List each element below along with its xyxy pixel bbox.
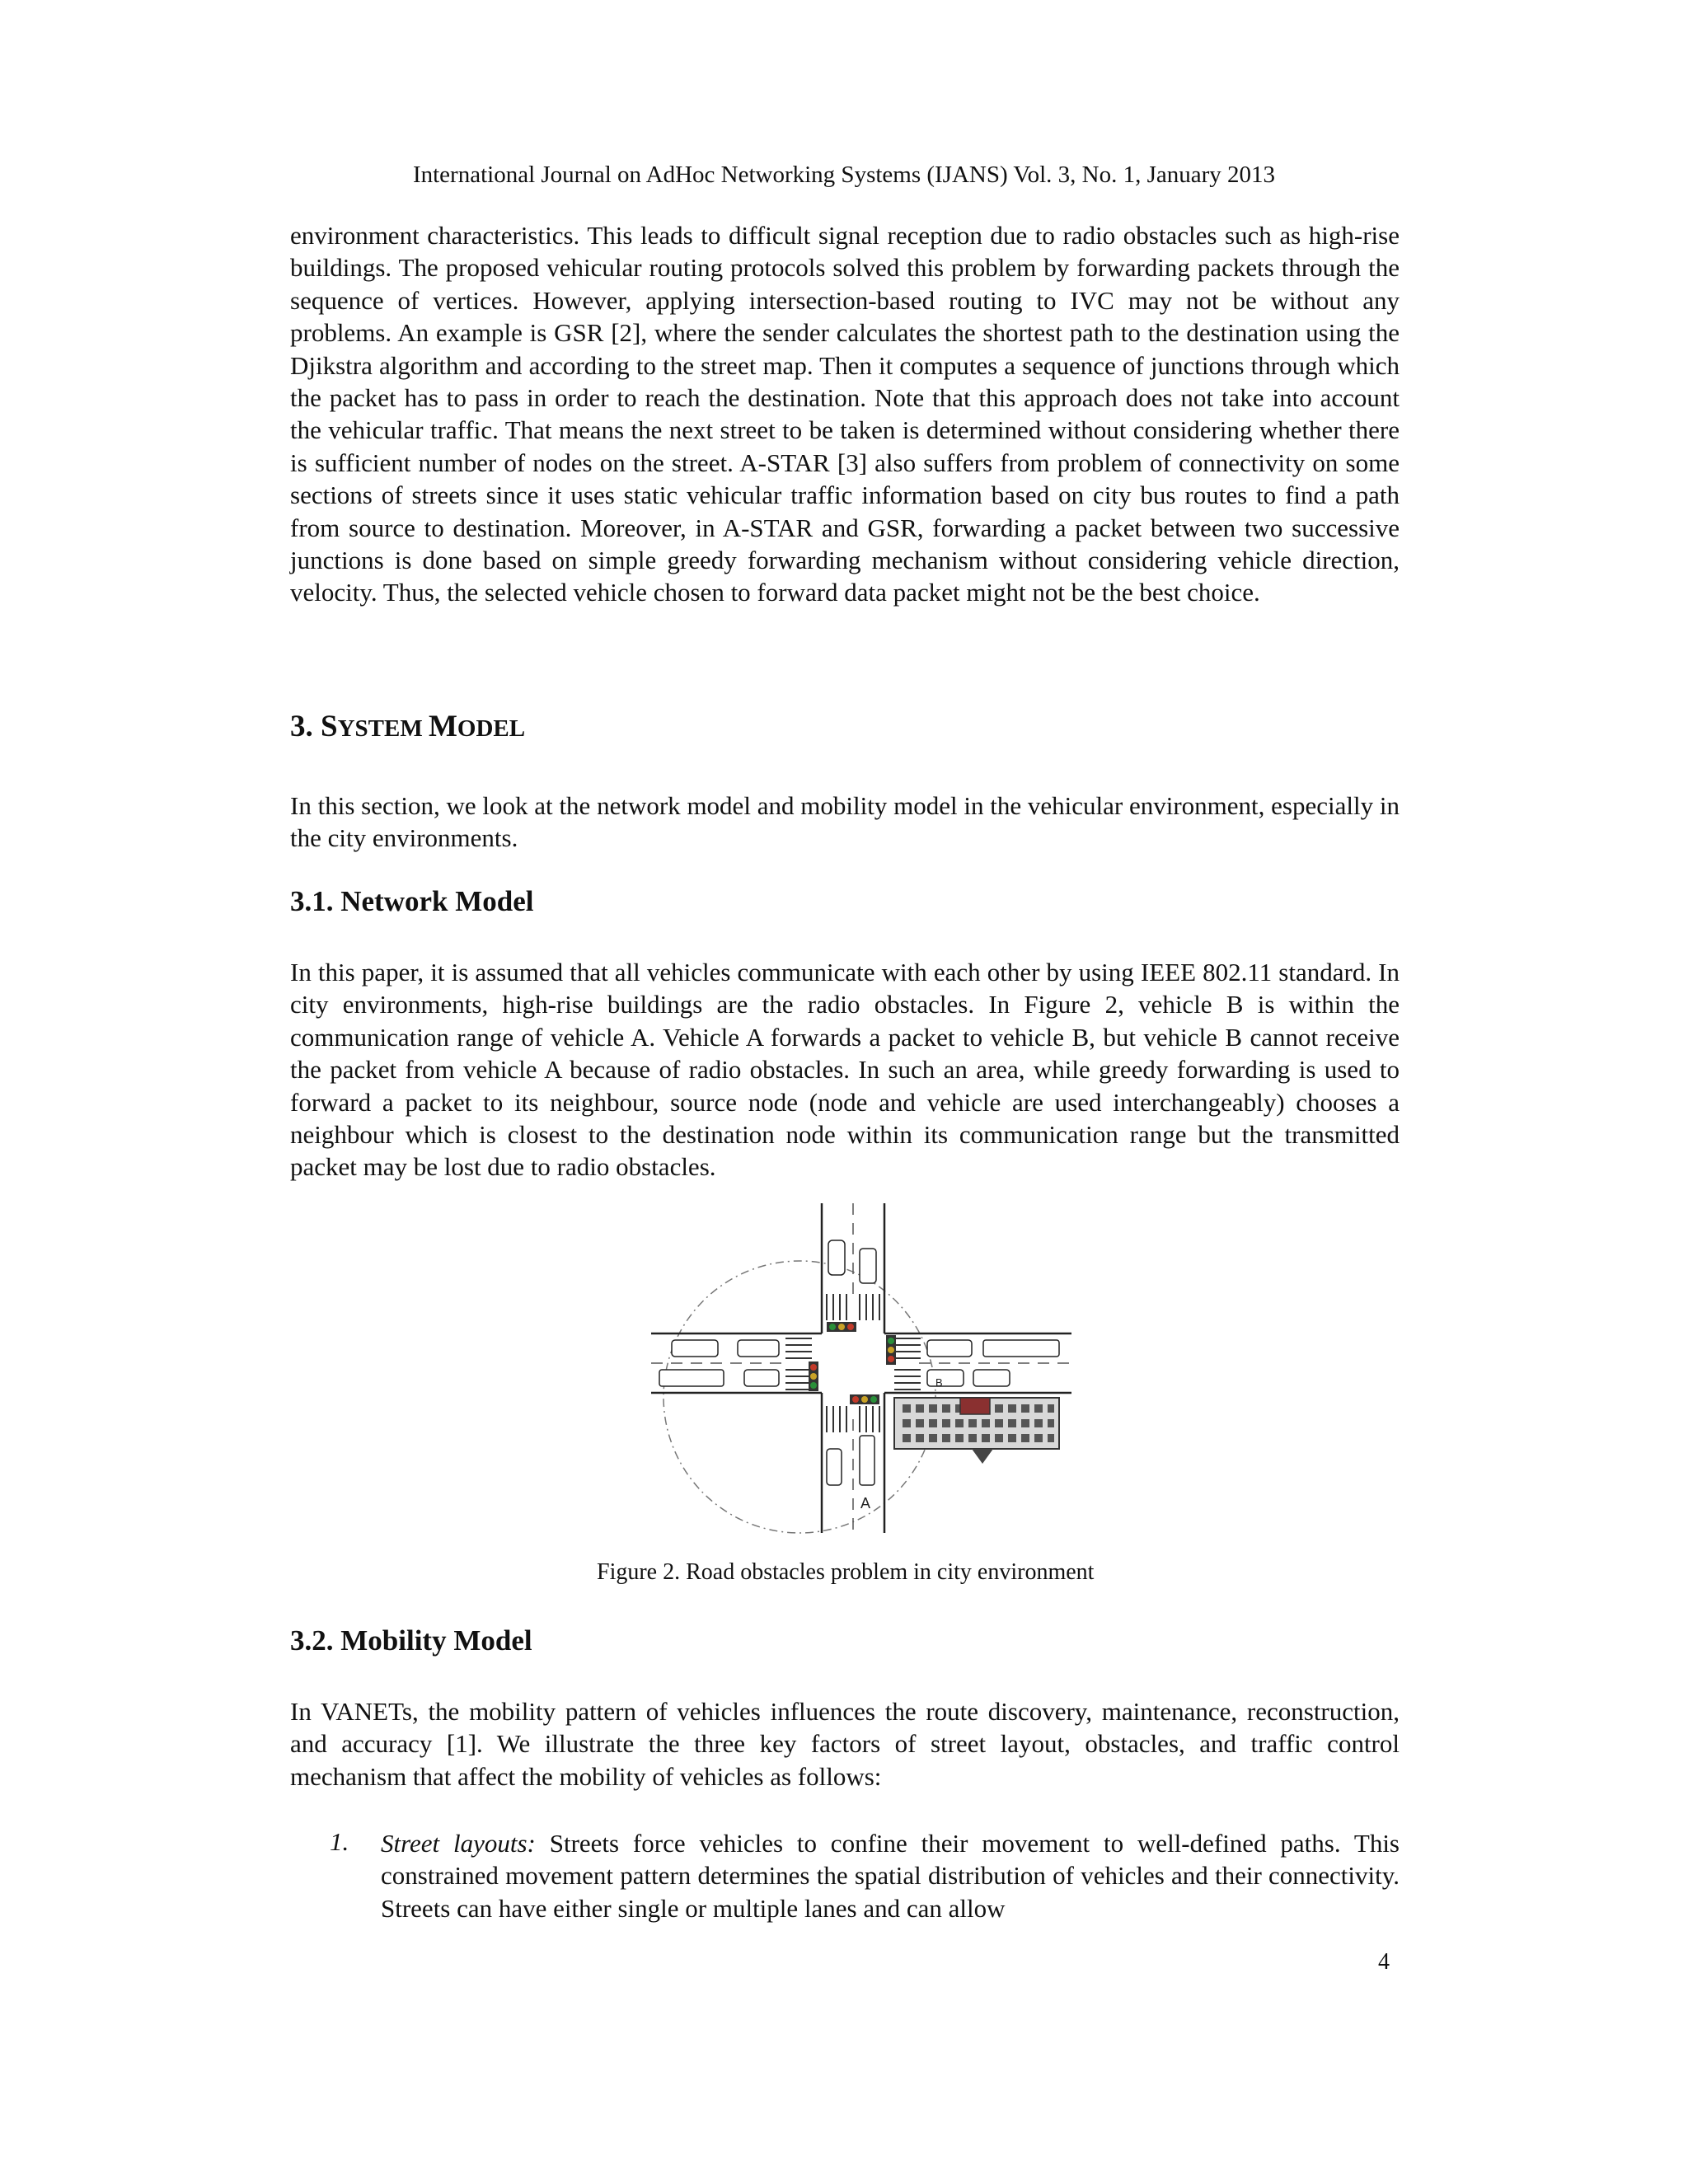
section-3-number: 3. [290,710,321,743]
running-header: International Journal on AdHoc Networking Systems (IJANS) Vol. 3, No. 1, January 2013 [412,162,1276,188]
traffic-light-bottom [850,1394,879,1404]
network-model-paragraph: In this paper, it is assumed that all vehicles communicate with each other by using IEEE 802.11 standard. In city environments, high-rise buildings are the radio obstacles. In Figure 2, vehicle B is within the communication range of vehicle A. Vehicle A forwards a packet to vehicle B, but vehicle B cannot receive the packet from vehicle A because of radio obstacles. In such an area, while greedy forwarding is used to forward a packet to its neighbour, source node (node and vehicle are used interchangeably) chooses a neighbour which is closest to the destination node within its communication range but the transmitted packet may be lost due to radio obstacles. [290,958,1400,1182]
vehicles-top-road [828,1240,876,1283]
subsection-3-2-heading: 3.2. Mobility Model [290,1624,532,1657]
section-3-title-cap2: M [428,710,457,743]
list-item-text [381,1827,1400,1924]
section-3-intro-paragraph: In this section, we look at the network model and mobility model in the vehicular environment, especially in the city environments. [290,791,1400,853]
intro-paragraph-container [290,219,1400,609]
list-item-body: Streets force vehicles to confine their movement to well-defined paths. This constrained movement pattern determines the spatial distribution of vehicles and their connectivity. Streets can have either single or multiple lanes and can allow [381,1829,1400,1923]
vehicle-label-a: A [860,1495,871,1511]
traffic-light-top [827,1322,856,1332]
network-model-container [290,956,1400,1183]
figure-2-diagram [647,1203,1076,1541]
traffic-light-left [809,1361,818,1391]
section-3-title-rest2: ODEL [457,715,526,742]
vehicle-label-b: B [935,1376,943,1389]
section-3-title-cap1: S [321,710,338,743]
figure-2-caption: Figure 2. Road obstacles problem in city environment [597,1559,1095,1585]
vehicles-bottom-road [827,1436,874,1485]
list-item-number: 1. [330,1827,349,1856]
mobility-model-paragraph: In VANETs, the mobility pattern of vehicles influences the route discovery, maintenance, reconstruction, and accuracy [1]. We illustrate the three key factors of street layout, obstacles, and traffic control mechanism that affect the mobility of vehicles as follows: [290,1697,1400,1791]
intro-paragraph: environment characteristics. This leads to difficult signal reception due to radio obstacles such as high-rise buildings. The proposed vehicular routing protocols solved this problem by forwarding packets through the sequence of vertices. However, applying intersection-based routing to IVC may not be without any problems. An example is GSR [2], where the sender calculates the shortest path to the destination using the Djikstra algorithm and according to the street map. Then it computes a sequence of junctions through which the packet has to pass in order to reach the destination. Note that this approach does not take into account the vehicular traffic. That means the next street to be taken is determined without considering whether there is sufficient number of nodes on the street. A-STAR [3] also suffers from problem of connectivity on some sections of streets since it uses static vehicular traffic information based on city bus routes to find a path from source to destination. Moreover, in A-STAR and GSR, forwarding a packet between two successive junctions is done based on simple greedy forwarding mechanism without considering vehicle direction, velocity. Thus, the selected vehicle chosen to forward data packet might not be the best choice. [290,221,1400,607]
subsection-3-1-heading: 3.1. Network Model [290,885,534,917]
section-3-heading [290,709,525,744]
mobility-model-container [290,1695,1400,1793]
crosswalk-right [894,1338,921,1390]
traffic-light-right [886,1335,896,1365]
section-3-title-rest1: YSTEM [337,715,429,742]
list-item-lead: Street layouts: [381,1829,536,1858]
page-number: 4 [1378,1949,1390,1975]
building-obstacle [894,1398,1059,1464]
section-3-intro-container [290,790,1400,855]
crosswalk-left [785,1338,812,1390]
crosswalk-top [827,1294,879,1320]
